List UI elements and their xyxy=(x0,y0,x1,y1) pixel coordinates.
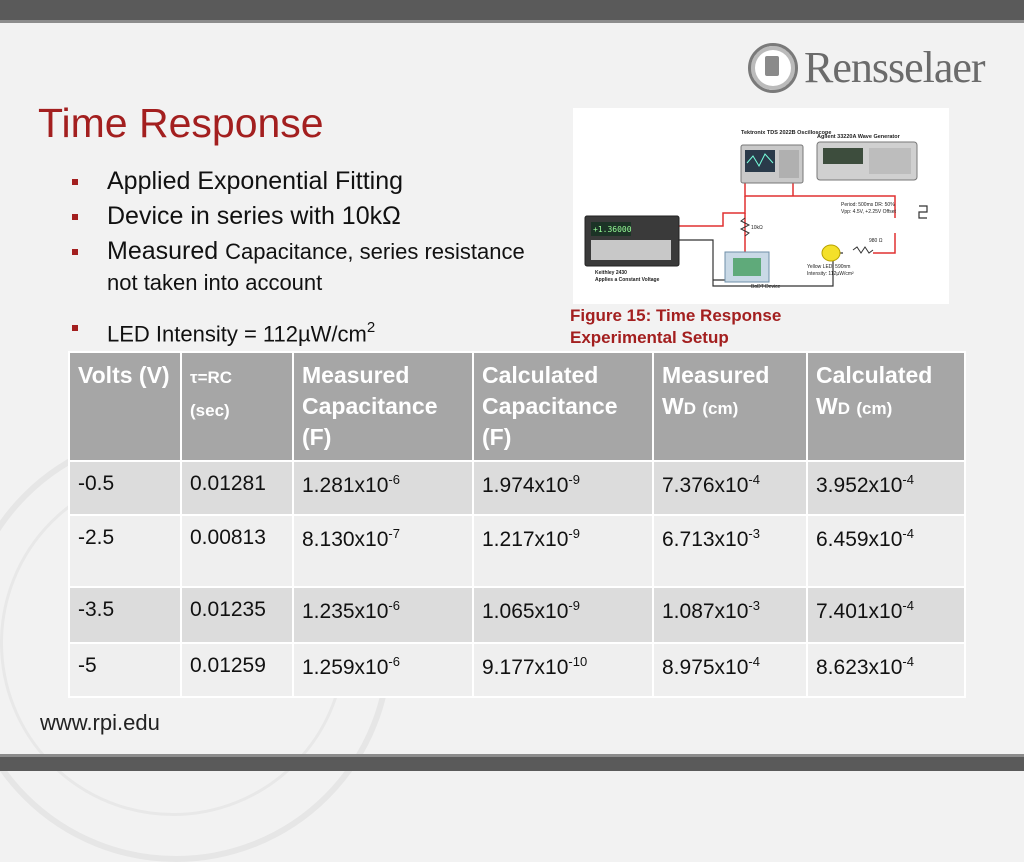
bullet-marker-icon xyxy=(72,214,78,220)
bullet-item: Device in series with 10kΩ xyxy=(70,201,540,232)
header-calculated-capacitance: Calculated Capacitance (F) xyxy=(473,352,653,461)
device-label: BoDT Device xyxy=(751,284,781,290)
rensselaer-logo xyxy=(748,42,985,93)
keithley-display-text: +1.36000 xyxy=(593,225,632,234)
table-cell: $6.459x10^{-4}$ xyxy=(807,515,965,587)
footer-url: www.rpi.edu xyxy=(40,710,160,735)
table-cell: $7.376x10^{-4}$ xyxy=(653,461,807,515)
bullet-marker-icon xyxy=(72,179,78,185)
bullet-marker-icon xyxy=(72,325,78,331)
figure-caption xyxy=(570,305,840,349)
table-cell: $7.401x10^{-4}$ xyxy=(807,587,965,643)
table-cell: $8.623x10^{-4}$ xyxy=(807,643,965,697)
table-cell: -0.5 xyxy=(69,461,181,515)
bullet-item: LED Intensity = $112\mu W/cm^2$ xyxy=(70,312,540,349)
wave-params-label-2: Vpp: 4.5V, +2.25V Offset xyxy=(841,209,896,215)
table-row xyxy=(69,515,965,587)
slide-title: Time Response xyxy=(38,100,324,146)
header-tau: τ=RC (sec) xyxy=(181,352,293,461)
seal-icon xyxy=(748,43,798,93)
table-cell: $1.235x10^{-6}$ xyxy=(293,587,473,643)
led-intensity-label: Intensity: 112µW/cm² xyxy=(807,271,854,277)
table-cell: $3.952x10^{-4}$ xyxy=(807,461,965,515)
table-cell: 0.01259 xyxy=(181,643,293,697)
table-cell: $8.130x10^{-7}$ xyxy=(293,515,473,587)
results-table xyxy=(68,351,966,698)
header-volts: Volts (V) xyxy=(69,352,181,461)
bullet-marker-icon xyxy=(72,249,78,255)
table-cell: $1.065x10^{-9}$ xyxy=(473,587,653,643)
table-row xyxy=(69,461,965,515)
table-body xyxy=(69,461,965,697)
wavegen-label: Agilent 33220A Wave Generator xyxy=(817,134,900,140)
table-row xyxy=(69,587,965,643)
table-row xyxy=(69,643,965,697)
experimental-setup-figure xyxy=(573,108,949,304)
led-label: Yellow LED: 590nm xyxy=(807,264,851,270)
header-measured-capacitance: Measured Capacitance (F) xyxy=(293,352,473,461)
keithley-label-2: Applies a Constant Voltage xyxy=(595,277,660,283)
table-cell: $8.975x10^{-4}$ xyxy=(653,643,807,697)
header-calculated-wd: Calculated WD (cm) xyxy=(807,352,965,461)
table-cell: $9.177x10^{-10}$ xyxy=(473,643,653,697)
table-cell: -5 xyxy=(69,643,181,697)
bullet-item: Measured Capacitance, series resistance not taken into account xyxy=(70,236,540,298)
table-cell: -2.5 xyxy=(69,515,181,587)
wave-params-label: Period: 500ms DR: 50% xyxy=(841,202,895,208)
table-cell: $1.281x10^{-6}$ xyxy=(293,461,473,515)
bottom-band xyxy=(0,754,1024,771)
table-cell: 0.00813 xyxy=(181,515,293,587)
resistor2-label: 980 Ω xyxy=(869,238,883,244)
table-header-row xyxy=(69,352,965,461)
table-cell: $1.259x10^{-6}$ xyxy=(293,643,473,697)
table-cell: $1.974x10^{-9}$ xyxy=(473,461,653,515)
table-cell: 0.01281 xyxy=(181,461,293,515)
resistor-label: 10kΩ xyxy=(751,225,763,231)
header-measured-wd: Measured WD (cm) xyxy=(653,352,807,461)
table-cell: $1.217x10^{-9}$ xyxy=(473,515,653,587)
bullet-item: Applied Exponential Fitting xyxy=(70,166,540,197)
bullet-list xyxy=(70,166,540,353)
table-cell: -3.5 xyxy=(69,587,181,643)
table-cell: $6.713x10^{-3}$ xyxy=(653,515,807,587)
oscilloscope-label: Tektronix TDS 2022B Oscilloscope xyxy=(741,130,832,136)
keithley-label: Keithley 2430 xyxy=(595,270,627,276)
table-cell: $1.087x10^{-3}$ xyxy=(653,587,807,643)
logo-wordmark: Rensselaer xyxy=(804,43,985,92)
table-cell: 0.01235 xyxy=(181,587,293,643)
top-band xyxy=(0,0,1024,23)
figure-caption-text: Figure 15: Time Response Experimental Setup xyxy=(570,306,782,347)
